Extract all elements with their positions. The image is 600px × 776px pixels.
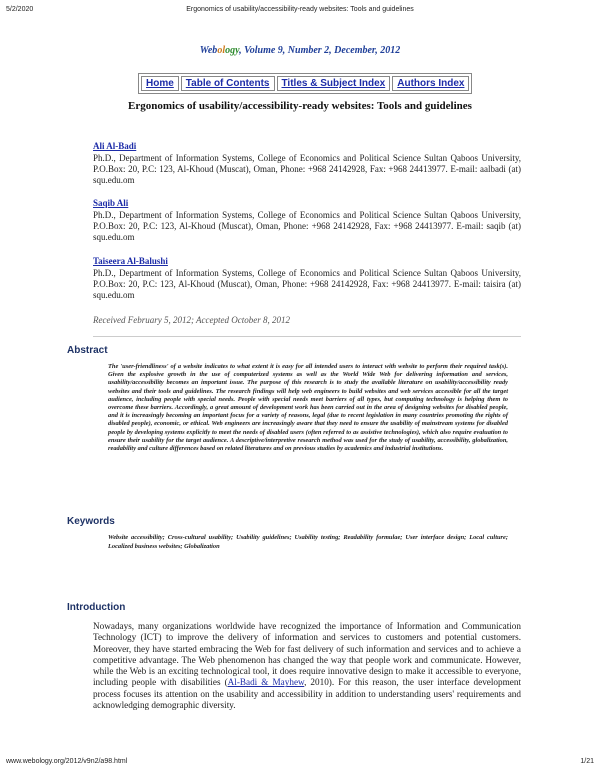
abstract-text: The 'user-friendliness' of a website indicates to what extent it is easy for all intended users to interact with website to perform their required task(s). Given the explosive growth in the use of computerized systems as well as the World Wide Web for delivering information and services, usability/accessibility becomes an important issue. The purpose of this research is to study the available literature on usability/accessibility ready websites and their tools and guidelines. The research findings will help web engineers to build websites and web services accessible for all the target audience, including people with special needs. People with special needs meet barriers of all types, but computing technology is helping them to overcome these barriers. Accordingly, a great amount of development work has been carried out in the area of designing websites for disabled people, and it is increasingly becoming an important focus for a variety of reasons, legal (due to recent legislation in many countries promoting the rights of disabled people), economic, or ethical. Web engineers are increasingly aware that they need to ensure the usability of mainstream systems for disabled people by developing systems explicitly to meet the needs of disabled users (often referred to as assistive technologies), which also require evaluation to ensure their usability for the target audience. A descriptive/interpretive research method was used for the study of usability, accessibility, globalization, readability and culture differences based on related literatures and on previous studies by academics and industrial institutions. xyxy=(108,363,508,453)
divider xyxy=(93,336,521,337)
author-name-link[interactable]: Taiseera Al-Balushi xyxy=(93,256,168,266)
article-title: Ergonomics of usability/accessibility-ready websites: Tools and guidelines xyxy=(128,100,472,112)
journal-info xyxy=(0,45,600,56)
keywords-text: Website accessibility; Cross-cultural usability; Usability guidelines; Usability testing; Readability formulae; User interface design; Local culture; Localized business websites; Globalization xyxy=(108,534,508,550)
author-name-link[interactable]: Ali Al-Badi xyxy=(93,141,137,151)
received-date: Received February 5, 2012; Accepted October 8, 2012 xyxy=(93,315,291,325)
nav-titles-link[interactable]: Titles & Subject Index xyxy=(281,78,386,89)
nav-toc-link[interactable]: Table of Contents xyxy=(185,78,270,89)
author-block xyxy=(93,198,521,243)
introduction-heading: Introduction xyxy=(67,602,126,613)
keywords-heading: Keywords xyxy=(67,516,115,527)
nav-cell-home xyxy=(141,76,179,91)
print-title: Ergonomics of usability/accessibility-ready websites: Tools and guidelines xyxy=(186,6,414,13)
nav-home-link[interactable]: Home xyxy=(146,78,174,89)
print-footer xyxy=(6,758,594,770)
intro-text-part: , 2010). For this reason, the user interface development process focuses its attention on the usability and accessibility in addition to understanding users' requirements and acknowledging demographic diversity. xyxy=(93,677,521,711)
introduction-text xyxy=(93,621,521,711)
print-header xyxy=(6,6,594,18)
nav-cell-toc xyxy=(181,76,275,91)
author-affiliation: Ph.D., Department of Information Systems, College of Economics and Political Science Sultan Qaboos University, P.O.Box: 20, P.C: 123, Al-Khoud (Muscat), Oman, Phone: +968 24142928, Fax: +968 24413977. E-mail: taisira (at) squ.edu.om xyxy=(93,268,521,300)
nav-bar xyxy=(138,73,472,94)
nav-cell-authors xyxy=(392,76,469,91)
author-affiliation: Ph.D., Department of Information Systems, College of Economics and Political Science Sultan Qaboos University, P.O.Box: 20, P.C: 123, Al-Khoud (Muscat), Oman, Phone: +968 24142928, Fax: +968 24413977. E-mail: aalbadi (at) squ.edu.om xyxy=(93,153,521,185)
citation-link[interactable]: Al-Badi & Mayhew xyxy=(227,677,305,688)
author-block xyxy=(93,256,521,301)
intro-text-part: Nowadays, many organizations worldwide have recognized the importance of Information and Communication Technology (ICT) to improve the delivery of information and services to customers and potential customers. Moreover, they have started embracing the Web for fast delivery of such information and services and to achieve a competitive advantage. The Web phenomenon has changed the way that people work and communicate. However, while the Web is an exciting technological tool, it does require innovative design to make it accessible to everyone, including people with disabilities ( xyxy=(93,621,521,688)
abstract-heading: Abstract xyxy=(67,345,108,356)
author-affiliation: Ph.D., Department of Information Systems, College of Economics and Political Science Sultan Qaboos University, P.O.Box: 20, P.C: 123, Al-Khoud (Muscat), Oman, Phone: +968 24142928, Fax: +968 24413977. E-mail: saqib (at) squ.edu.om xyxy=(93,210,521,242)
nav-authors-link[interactable]: Authors Index xyxy=(397,78,465,89)
author-block xyxy=(93,141,521,186)
page-url: www.webology.org/2012/v9n2/a98.html xyxy=(6,758,128,765)
journal-brand-c: ogy xyxy=(225,45,240,56)
journal-volume: , Volume 9, Number 2, December, 2012 xyxy=(239,45,401,56)
journal-brand-b: ol xyxy=(217,45,226,56)
journal-brand-a: Web xyxy=(199,45,218,56)
print-date: 5/2/2020 xyxy=(6,6,34,13)
nav-cell-titles xyxy=(277,76,391,91)
author-name-link[interactable]: Saqib Ali xyxy=(93,198,129,208)
page-number: 1/21 xyxy=(580,758,594,765)
